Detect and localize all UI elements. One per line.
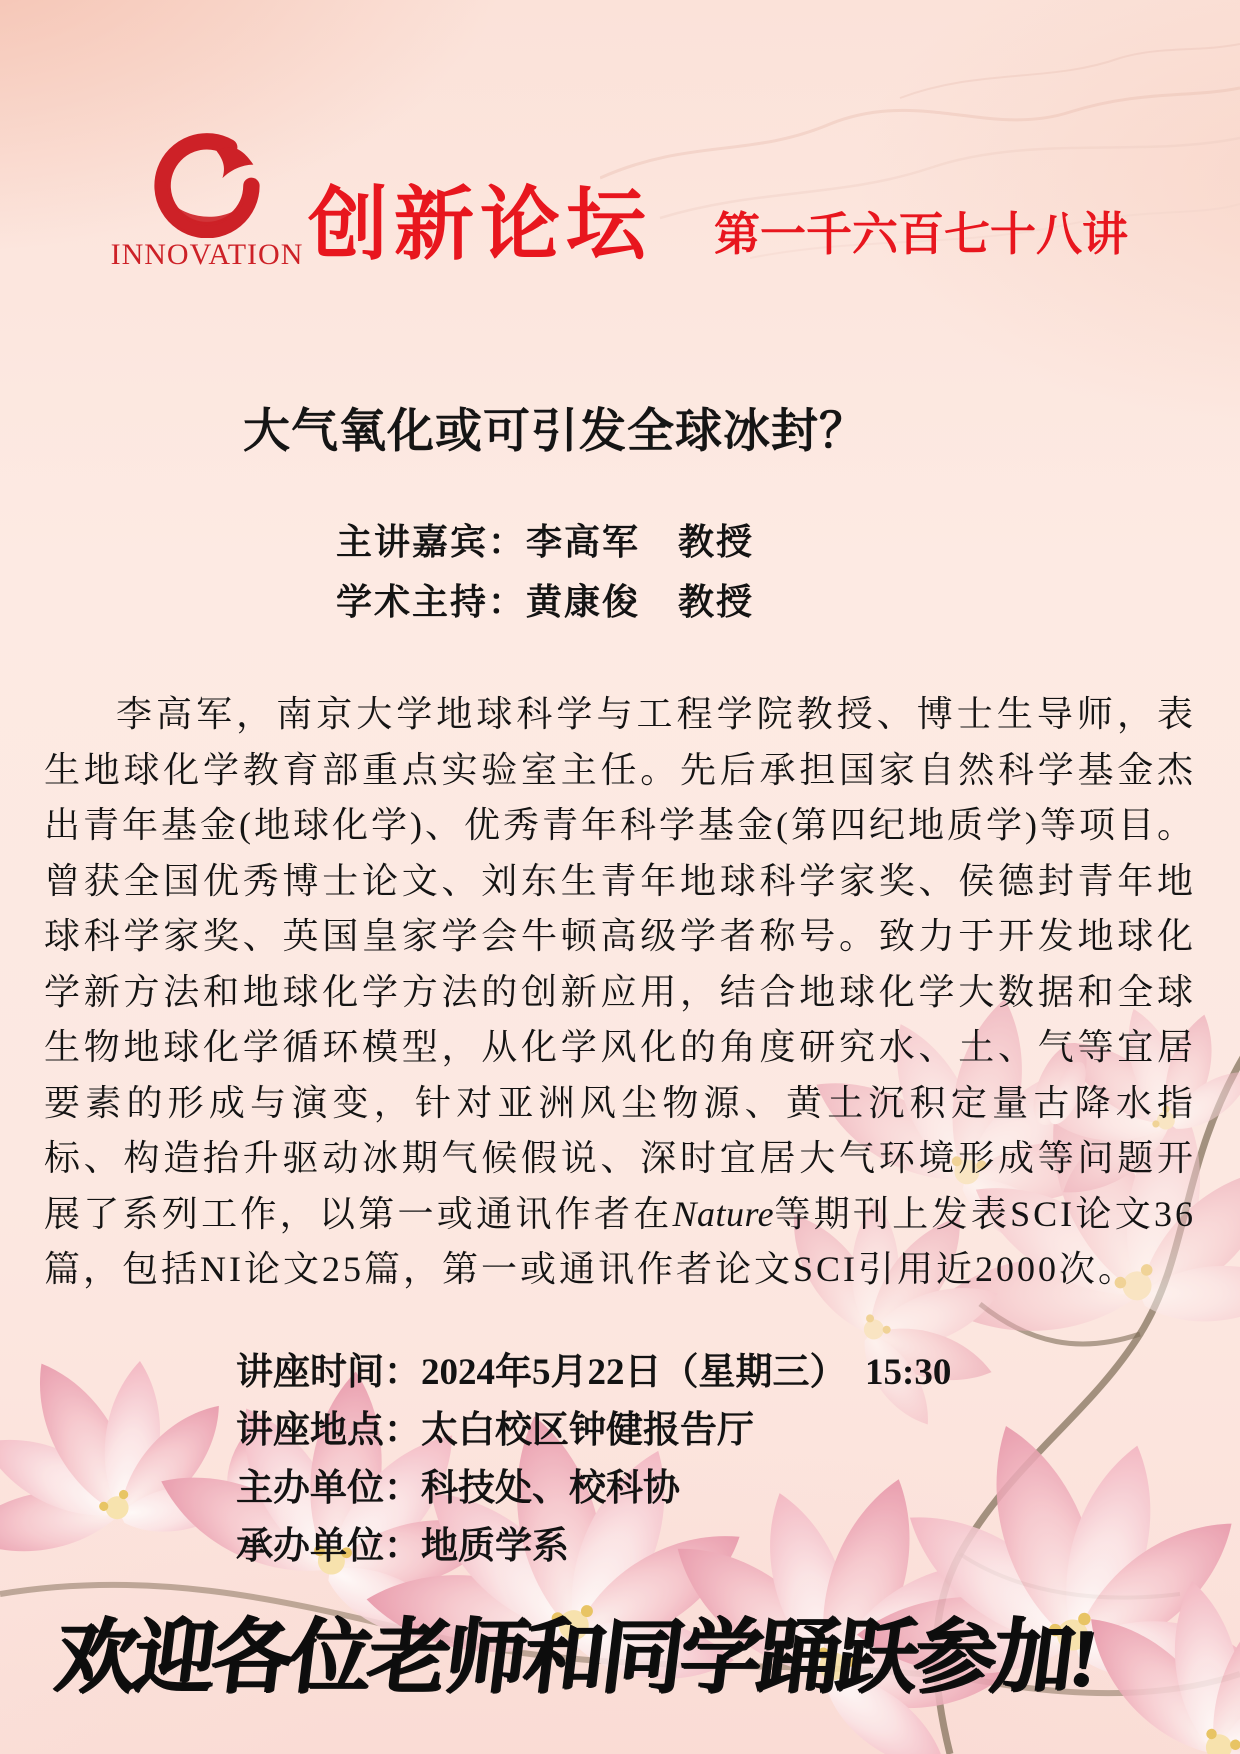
bio-text-part2: 等期刊上发表SCI论文36篇，包括NI论文25篇，第一或通讯作者论文SCI引用近2000次。 <box>44 1193 1196 1289</box>
innovation-logo <box>98 126 316 272</box>
host-organization: 主办单位：科技处、校科协 <box>236 1468 680 1509</box>
lecture-time: 讲座时间：2024年5月22日（星期三） 15:30 <box>236 1352 952 1393</box>
journal-name-italic: Nature <box>672 1193 775 1234</box>
lecture-details <box>236 1344 951 1576</box>
lecture-number: 第一千六百七十八讲 <box>714 208 1128 260</box>
lecture-title: 大气氧化或可引发全球冰封？ <box>243 406 867 458</box>
undertaking-organization: 承办单位：地质学系 <box>236 1526 569 1567</box>
forum-title: 创新论坛 <box>308 180 652 269</box>
innovation-logo-icon <box>141 126 273 238</box>
lecture-location: 讲座地点：太白校区钟健报告厅 <box>236 1410 754 1451</box>
speaker-bio <box>44 687 1196 1298</box>
innovation-logo-text: INNOVATION <box>110 238 304 271</box>
guest-speaker-line: 主讲嘉宾：李高军 教授 <box>335 522 754 562</box>
bio-text-part1: 李高军，南京大学地球科学与工程学院教授、博士生导师，表生地球化学教育部重点实验室主任。先后承担国家自然科学基金杰出青年基金(地球化学)、优秀青年科学基金(第四纪地质学)等项目。曾获全国优秀博士论文、刘东生青年地球科学家奖、侯德封青年地球科学家奖、英国皇家学会牛顿高级学者称号。致力于开发地球化学新方法和地球化学方法的创新应用，结合地球化学大数据和全球生物地球化学循环模型，从化学风化的角度研究水、土、气等宜居要素的形成与演变，针对亚洲风尘物源、黄土沉积定量古降水指标、构造抬升驱动冰期气候假说、深时宜居大气环境形成等问题开展了系列工作，以第一或通讯作者在 <box>44 694 1196 1234</box>
academic-host-line: 学术主持：黄康俊 教授 <box>335 582 754 622</box>
welcome-message: 欢迎各位老师和同学踊跃参加! <box>49 1612 1099 1703</box>
